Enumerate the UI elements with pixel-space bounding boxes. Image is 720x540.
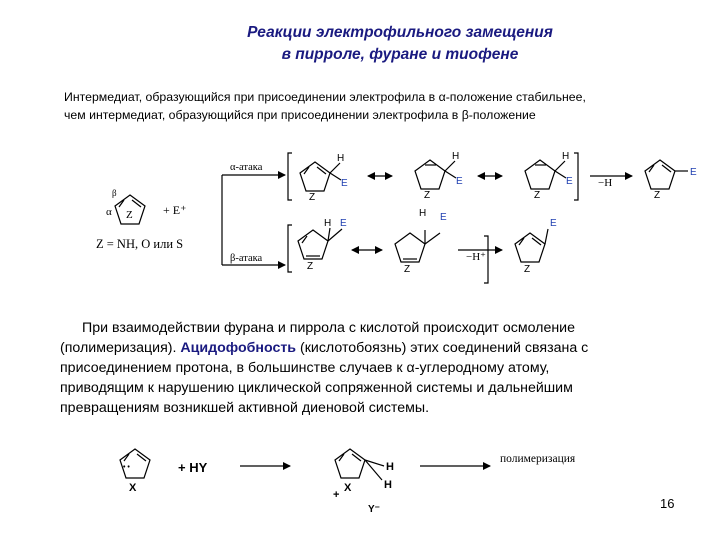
beta-position-label: β — [112, 188, 117, 198]
beta-intermediate-2 — [395, 230, 440, 262]
acidophobia-term: Ацидофобность — [180, 340, 297, 356]
substituent-e: E — [440, 212, 447, 223]
alpha-intermediate-2 — [415, 160, 456, 189]
ring-atom-z: Z — [404, 264, 411, 275]
acidophobia-paragraph — [60, 318, 680, 418]
alpha-bracket-right — [574, 153, 578, 200]
para-line-2 — [60, 338, 680, 358]
para-line-5: превращениям возникшей активной диеновой системы. — [60, 400, 430, 416]
z-definition: Z = NH, O или S — [96, 237, 184, 251]
substituent-h: H — [419, 208, 427, 219]
plus-charge: + — [333, 489, 340, 501]
ring-atom-z: Z — [126, 209, 133, 221]
para-line-1: При взаимодействии фурана и пиррола с кислотой происходит осмоление — [82, 320, 575, 336]
substituent-e: E — [550, 218, 557, 229]
alpha-bracket-left — [288, 153, 292, 200]
ring-atom-x: X — [129, 482, 137, 494]
substituent-e: E — [340, 218, 347, 229]
substituent-h: H — [452, 151, 460, 162]
anion-y: Y⁻ — [368, 504, 380, 515]
title-line-2: в пирроле, фуране и тиофене — [281, 46, 519, 63]
lone-pair-dots: • • — [123, 464, 130, 471]
protonated-intermediate — [335, 449, 384, 480]
page-number: 16 — [660, 496, 675, 511]
substituent-e: E — [566, 176, 573, 187]
para-line-4: приводящим к нарушению циклической сопряженной системы и дальнейшим — [60, 380, 573, 396]
intro-line-2: чем интермедиат, образующийся при присоединении электрофила в β-положение — [64, 108, 536, 122]
minus-h-plus-label: −H⁺ — [466, 251, 486, 263]
substituent-h-2: H — [384, 479, 392, 491]
polymerization-label: полимеризация — [500, 453, 576, 465]
plus-hy: + HY — [178, 460, 208, 475]
substituent-h: H — [337, 153, 345, 164]
alpha-intermediate-1 — [300, 162, 341, 191]
alpha-product — [645, 160, 688, 189]
substituent-h: H — [324, 218, 332, 229]
substituent-h-1: H — [386, 461, 394, 473]
ring-atom-z: Z — [424, 190, 431, 201]
ring-atom-z: Z — [534, 190, 541, 201]
intro-line-1: Интермедиат, образующийся при присоединении электрофила в α-положение стабильнее, — [64, 90, 586, 104]
substituent-e: E — [456, 176, 463, 187]
para-line-2-post: (кислотобоязнь) этих соединений связана с — [296, 340, 589, 356]
substituent-e: E — [341, 178, 348, 189]
beta-bracket-left — [288, 225, 292, 272]
substituent-h: H — [562, 151, 570, 162]
ring-atom-x: X — [344, 482, 352, 494]
minus-h-label: −H — [598, 177, 613, 189]
alpha-intermediate-3 — [525, 160, 566, 189]
ring-atom-z: Z — [654, 190, 661, 201]
ring-atom-z: Z — [307, 261, 314, 272]
substituent-e: E — [690, 167, 697, 178]
para-line-3: присоединением протона, в большинстве случаев к α-углеродному атому, — [60, 360, 550, 376]
alpha-position-label: α — [106, 206, 112, 218]
beta-intermediate-1 — [298, 228, 342, 259]
plus-electrophile: + E⁺ — [163, 203, 187, 217]
alpha-attack-label: α-атака — [230, 162, 263, 173]
ring-atom-z: Z — [524, 264, 531, 275]
beta-attack-label: β-атака — [230, 253, 263, 264]
beta-product — [515, 229, 548, 262]
para-line-2-pre: (полимеризация). — [60, 340, 181, 356]
title-line-1: Реакции электрофильного замещения — [247, 24, 553, 41]
ring-atom-z: Z — [309, 192, 316, 203]
